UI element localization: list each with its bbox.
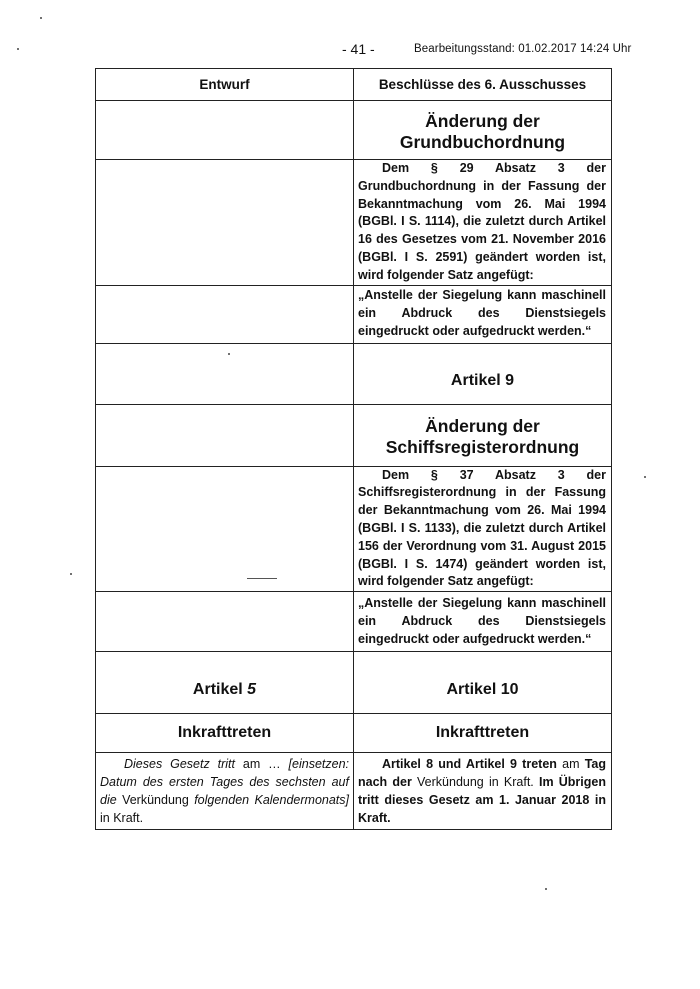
col-header-beschluesse: Beschlüsse des 6. Ausschusses — [354, 69, 612, 101]
left-final-text — [96, 756, 353, 827]
grundbuch-quote-cell — [354, 285, 612, 343]
scan-speck — [644, 476, 646, 478]
scan-speck — [17, 48, 19, 50]
schiffs-quote: „Anstelle der Siegelung kann maschinell ein Abdruck des Dienstsiegels eingedruckt oder aufgedruckt werden.“ — [358, 595, 606, 646]
col-header-entwurf: Entwurf — [96, 69, 354, 101]
right-article-heading: Artikel 10 — [446, 680, 519, 698]
right-final-part: Verkündung in Kraft. — [417, 774, 534, 789]
grundbuch-title: Änderung der Grundbuchordnung — [399, 111, 566, 152]
right-final-cell — [354, 753, 612, 830]
empty-cell — [96, 404, 354, 466]
right-final-part: Artikel 8 und Artikel 9 treten — [382, 757, 563, 772]
grundbuch-quote: „Anstelle der Siegelung kann maschinell ein Abdruck des Dienstsiegels eingedruckt oder aufgedruckt werden.“ — [358, 288, 606, 338]
right-inkraft-cell — [354, 714, 612, 753]
scan-speck — [545, 888, 547, 890]
left-article-cell — [96, 652, 354, 714]
right-final-part: Tag nach der — [358, 757, 606, 789]
left-final-part: [einsetzen: Datum des ersten Tages des sechsten auf die — [100, 757, 350, 807]
left-article-number: 5 — [247, 680, 257, 698]
schiffs-body-cell — [354, 466, 612, 592]
table-row — [96, 714, 612, 753]
table-row — [96, 592, 612, 652]
synopsis-table — [95, 68, 612, 830]
section-rule — [385, 159, 429, 160]
table-row — [96, 652, 612, 714]
grundbuch-body-cell — [354, 160, 612, 286]
artikel9-heading: Artikel 9 — [450, 371, 515, 389]
left-final-part: Dieses Gesetz tritt — [124, 757, 243, 772]
page-header — [0, 41, 700, 61]
schiffs-title-cell — [354, 404, 612, 466]
scan-speck — [228, 353, 230, 355]
left-final-part: Verkündung — [122, 792, 189, 807]
empty-cell — [96, 592, 354, 652]
header-row — [96, 69, 612, 101]
table-row — [96, 101, 612, 160]
grundbuch-title-cell — [354, 101, 612, 160]
scan-speck — [70, 573, 72, 575]
table-row — [96, 404, 612, 466]
table-row — [96, 753, 612, 830]
right-inkraft-heading: Inkrafttreten — [435, 724, 530, 742]
grundbuch-body: Dem § 29 Absatz 3 der Grundbuchordnung in der Fassung der Bekanntmachung vom 26. Mai 1994 (BGBl. I S. 1114), die zuletzt durch Artikel 16 des Gesetzes vom 21. November 2016 (BGBl. I S. 2591) geändert worden ist, wird folgender Satz angefügt: — [358, 161, 606, 282]
left-final-part: am … — [242, 757, 289, 772]
table-row — [96, 343, 612, 404]
empty-cell — [96, 343, 354, 404]
schiffs-title: Änderung der Schiffsregisterordnung — [385, 416, 580, 458]
left-article-prefix: Artikel — [192, 680, 248, 698]
left-article-heading — [96, 667, 353, 699]
empty-cell — [96, 285, 354, 343]
artikel9-cell — [354, 343, 612, 404]
schiffs-body: Dem § 37 Absatz 3 der Schiffsregisterordnung in der Fassung der Bekanntmachung vom 26. Mai 1994 (BGBl. I S. 1133), die zuletzt durch Artikel 156 der Verordnung vom 31. August 2015 (BGBl. I S. 1474) geändert worden ist, wird folgender Satz angefügt: — [358, 467, 606, 589]
revision-status: Bearbeitungsstand: 01.02.2017 14:24 Uhr — [414, 43, 632, 55]
table-row — [96, 160, 612, 286]
left-final-part: folgenden Kalendermonats] — [188, 792, 349, 807]
empty-cell — [96, 160, 354, 286]
right-article-cell — [354, 652, 612, 714]
left-inkraft-heading: Inkrafttreten — [177, 724, 272, 742]
scan-speck — [40, 17, 42, 19]
left-inkraft-cell — [96, 714, 354, 753]
right-final-part: Im Übrigen tritt dieses Gesetz am 1. Januar 2018 in Kraft. — [358, 774, 606, 825]
table-row — [96, 285, 612, 343]
left-final-part: in Kraft. — [100, 810, 144, 825]
page-number: - 41 - — [342, 41, 375, 57]
empty-cell — [96, 466, 354, 592]
schiffs-quote-cell — [354, 592, 612, 652]
empty-cell — [96, 101, 354, 160]
scan-mark — [247, 578, 277, 579]
right-final-part: am — [562, 757, 585, 772]
table-row — [96, 466, 612, 592]
left-final-cell — [96, 753, 354, 830]
right-final-text — [354, 756, 611, 827]
